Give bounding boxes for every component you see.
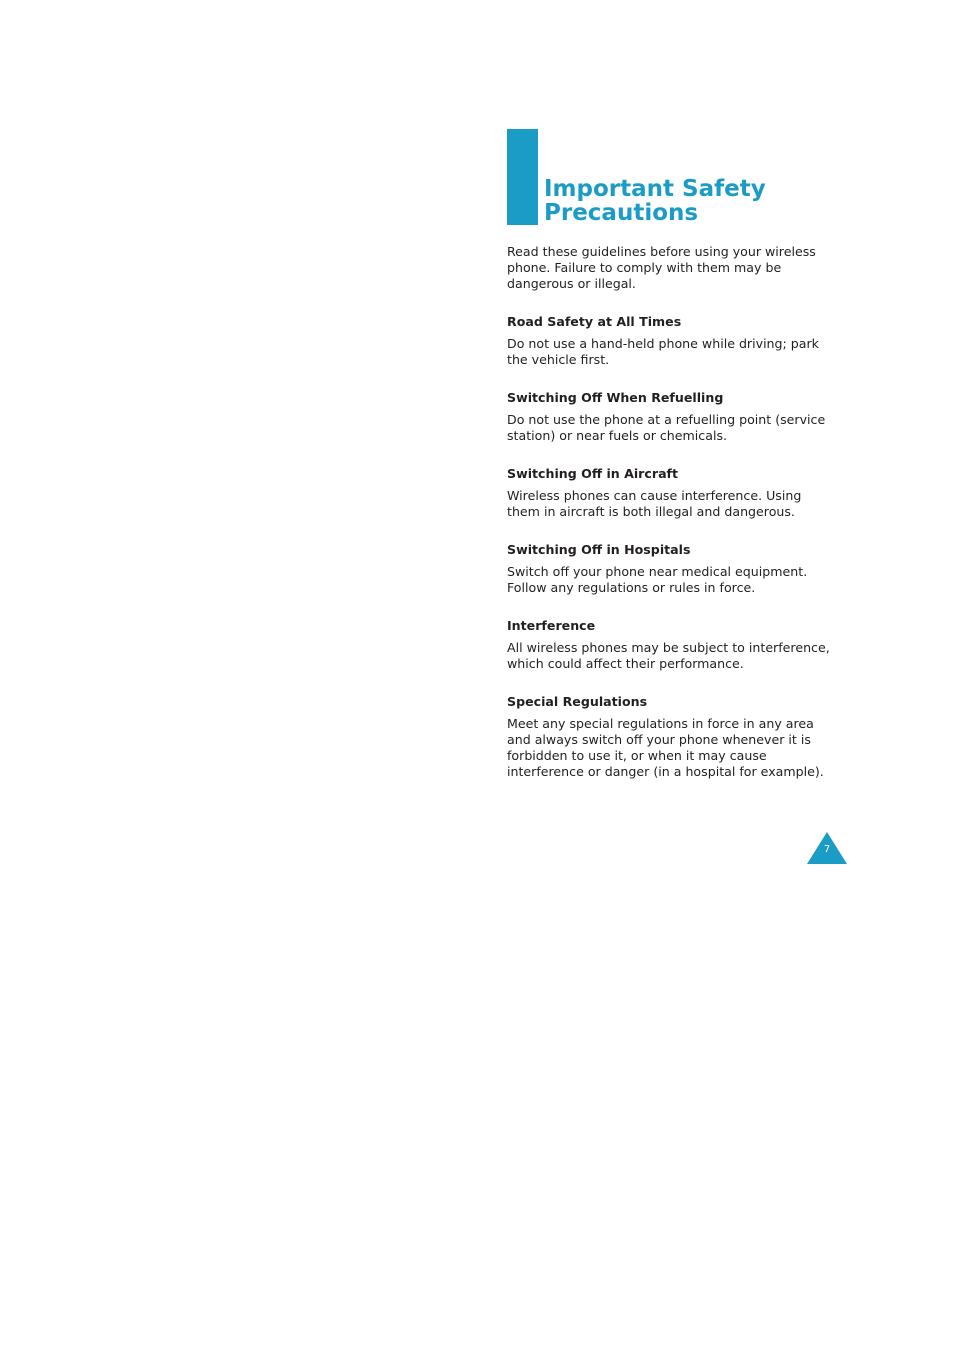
section-special-regulations bbox=[507, 694, 837, 780]
section-refuelling bbox=[507, 390, 837, 444]
section-body: All wireless phones may be subject to interference, which could affect their performance. bbox=[507, 640, 830, 671]
section-body: Wireless phones can cause interference. Using them in aircraft is both illegal and dangerous. bbox=[507, 488, 802, 519]
section-heading: Switching Off in Aircraft bbox=[507, 466, 679, 481]
section-heading: Road Safety at All Times bbox=[507, 314, 682, 329]
page-title: Important Safety Precautions bbox=[544, 176, 766, 226]
section-road-safety bbox=[507, 314, 837, 368]
page-number: 7 bbox=[823, 844, 831, 855]
section-interference bbox=[507, 618, 837, 672]
section-hospitals bbox=[507, 542, 837, 596]
section-heading: Switching Off When Refuelling bbox=[507, 390, 724, 405]
section-aircraft bbox=[507, 466, 837, 520]
section-heading: Switching Off in Hospitals bbox=[507, 542, 691, 557]
section-body: Do not use the phone at a refuelling point (service station) or near fuels or chemicals. bbox=[507, 412, 826, 443]
content-column bbox=[507, 244, 837, 780]
intro-text: Read these guidelines before using your wireless phone. Failure to comply with them may be dangerous or illegal. bbox=[507, 244, 816, 291]
section-heading: Interference bbox=[507, 618, 596, 633]
section-body: Meet any special regulations in force in any area and always switch off your phone whenever it is forbidden to use it, or when it may cause interference or danger (in a hospital for example). bbox=[507, 716, 824, 779]
section-body: Do not use a hand-held phone while driving; park the vehicle first. bbox=[507, 336, 819, 367]
section-heading: Special Regulations bbox=[507, 694, 648, 709]
title-accent-bar bbox=[507, 129, 538, 225]
section-body: Switch off your phone near medical equipment. Follow any regulations or rules in force. bbox=[507, 564, 808, 595]
